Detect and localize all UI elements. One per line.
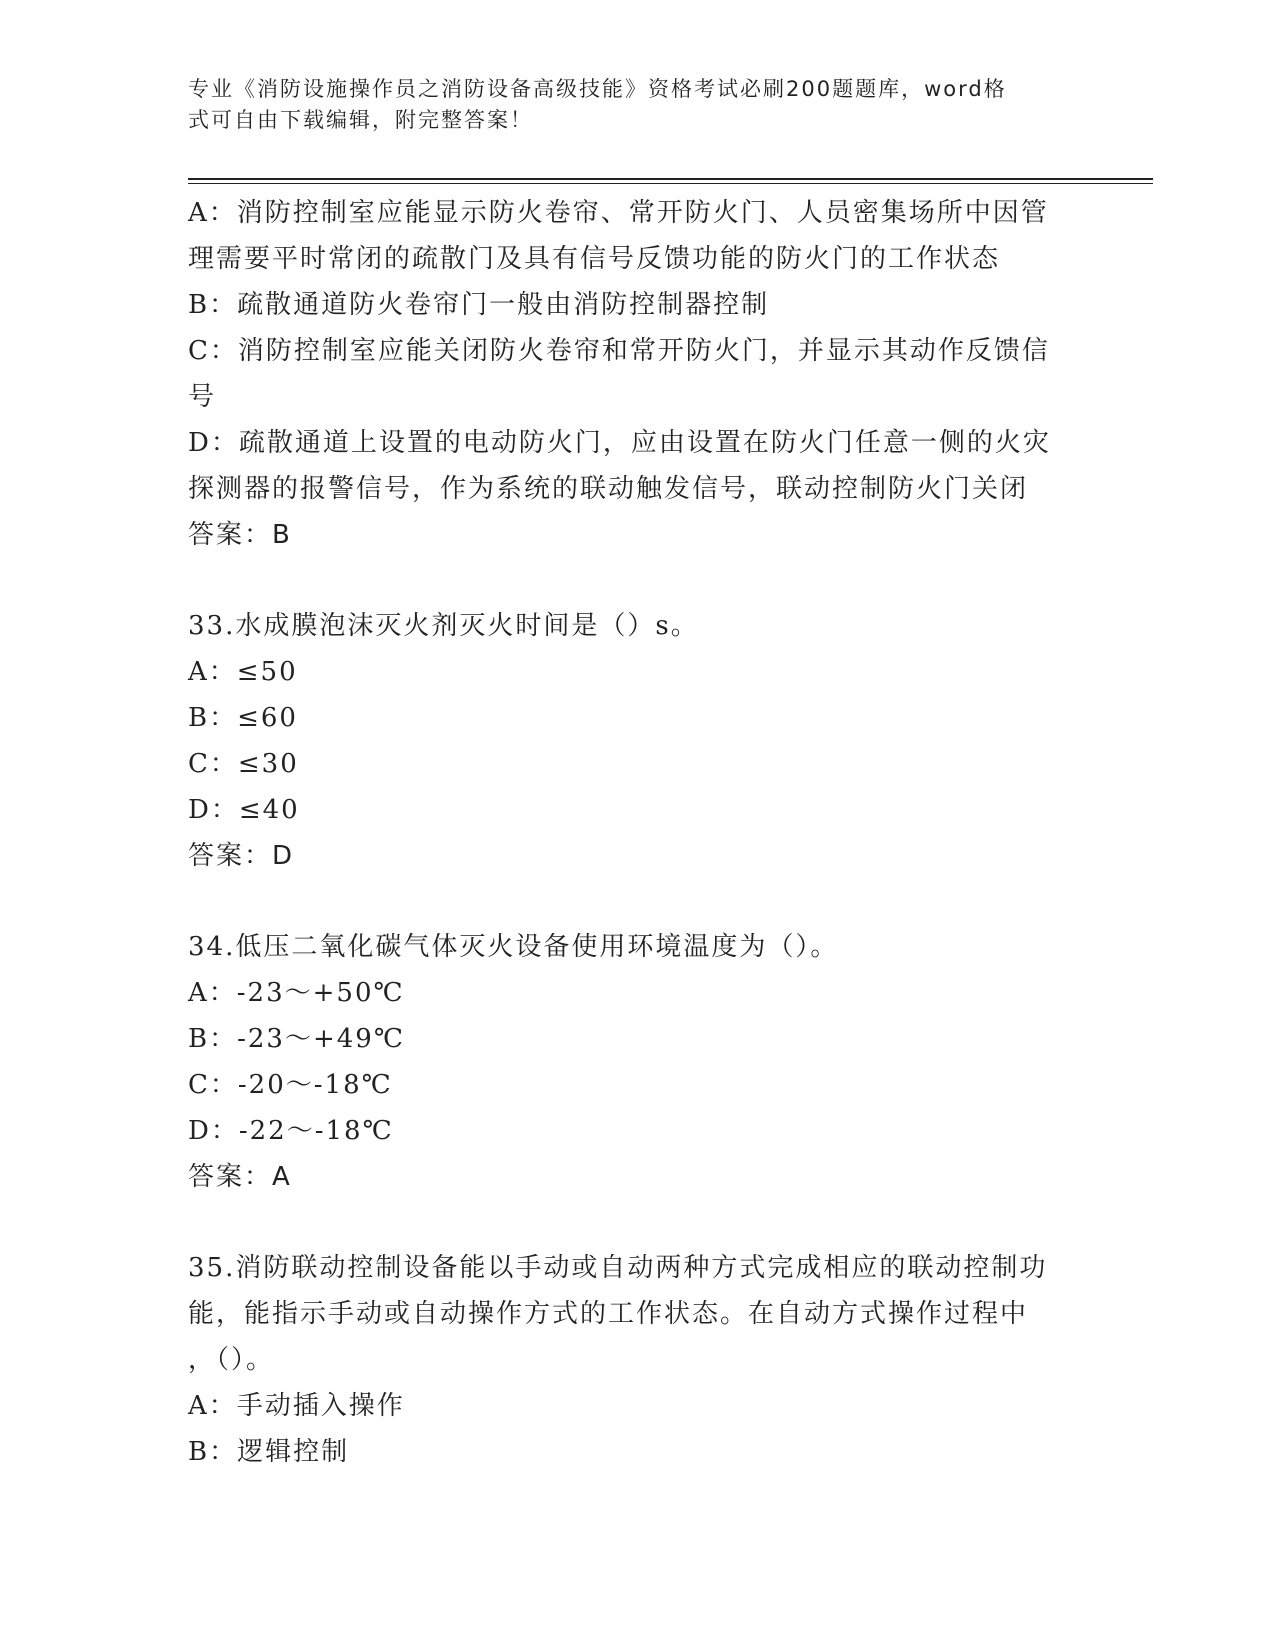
question-33 (188, 603, 1088, 879)
option-a-line-2: 理需要平时常闭的疏散门及具有信号反馈功能的防火门的工作状态 (188, 244, 1001, 274)
document-header (188, 74, 1068, 136)
option-d: D：-22～-18℃ (188, 1116, 394, 1146)
option-d-line-1: D：疏散通道上设置的电动防火门，应由设置在防火门任意一侧的火灾 (188, 428, 1051, 458)
answer: 答案：B (188, 520, 292, 550)
option-d: D：≤40 (188, 795, 300, 825)
option-a: A：-23～+50℃ (188, 978, 405, 1008)
header-divider-thick (188, 178, 1153, 180)
question-35 (188, 1245, 1088, 1475)
question-text: 33.水成膜泡沫灭火剂灭火时间是（）s。 (188, 611, 699, 641)
answer: 答案：A (188, 1162, 292, 1192)
spacer (188, 1200, 1088, 1245)
question-text-line-3: ，（）。 (188, 1345, 275, 1375)
question-34 (188, 924, 1088, 1200)
option-c: C：≤30 (188, 749, 299, 779)
question-text: 34.低压二氧化碳气体灭火设备使用环境温度为（）。 (188, 932, 839, 962)
header-line-1: 专业《消防设施操作员之消防设备高级技能》资格考试必刷200题题库，word格 (188, 77, 1007, 101)
question-content (188, 190, 1088, 1475)
option-b: B：逻辑控制 (188, 1437, 350, 1467)
question-text-line-1: 35.消防联动控制设备能以手动或自动两种方式完成相应的联动控制功 (188, 1253, 1048, 1283)
header-line-2: 式可自由下载编辑，附完整答案！ (188, 108, 533, 132)
option-c: C：-20～-18℃ (188, 1070, 393, 1100)
option-b: B：≤60 (188, 703, 298, 733)
option-c-line-1: C：消防控制室应能关闭防火卷帘和常开防火门，并显示其动作反馈信 (188, 336, 1050, 366)
option-a: A：手动插入操作 (188, 1391, 405, 1421)
option-a-line-1: A：消防控制室应能显示防火卷帘、常开防火门、人员密集场所中因管 (188, 198, 1049, 228)
option-a: A：≤50 (188, 657, 298, 687)
option-b: B：-23～+49℃ (188, 1024, 405, 1054)
question-32-options (188, 190, 1088, 558)
spacer (188, 879, 1088, 924)
answer: 答案：D (188, 841, 295, 871)
question-text-line-2: 能，能指示手动或自动操作方式的工作状态。在自动方式操作过程中 (188, 1299, 1029, 1329)
option-d-line-2: 探测器的报警信号，作为系统的联动触发信号，联动控制防火门关闭 (188, 474, 1029, 504)
option-c-line-2: 号 (188, 382, 217, 412)
option-b: B：疏散通道防火卷帘门一般由消防控制器控制 (188, 290, 770, 320)
spacer (188, 558, 1088, 603)
header-divider-thin (188, 183, 1153, 184)
